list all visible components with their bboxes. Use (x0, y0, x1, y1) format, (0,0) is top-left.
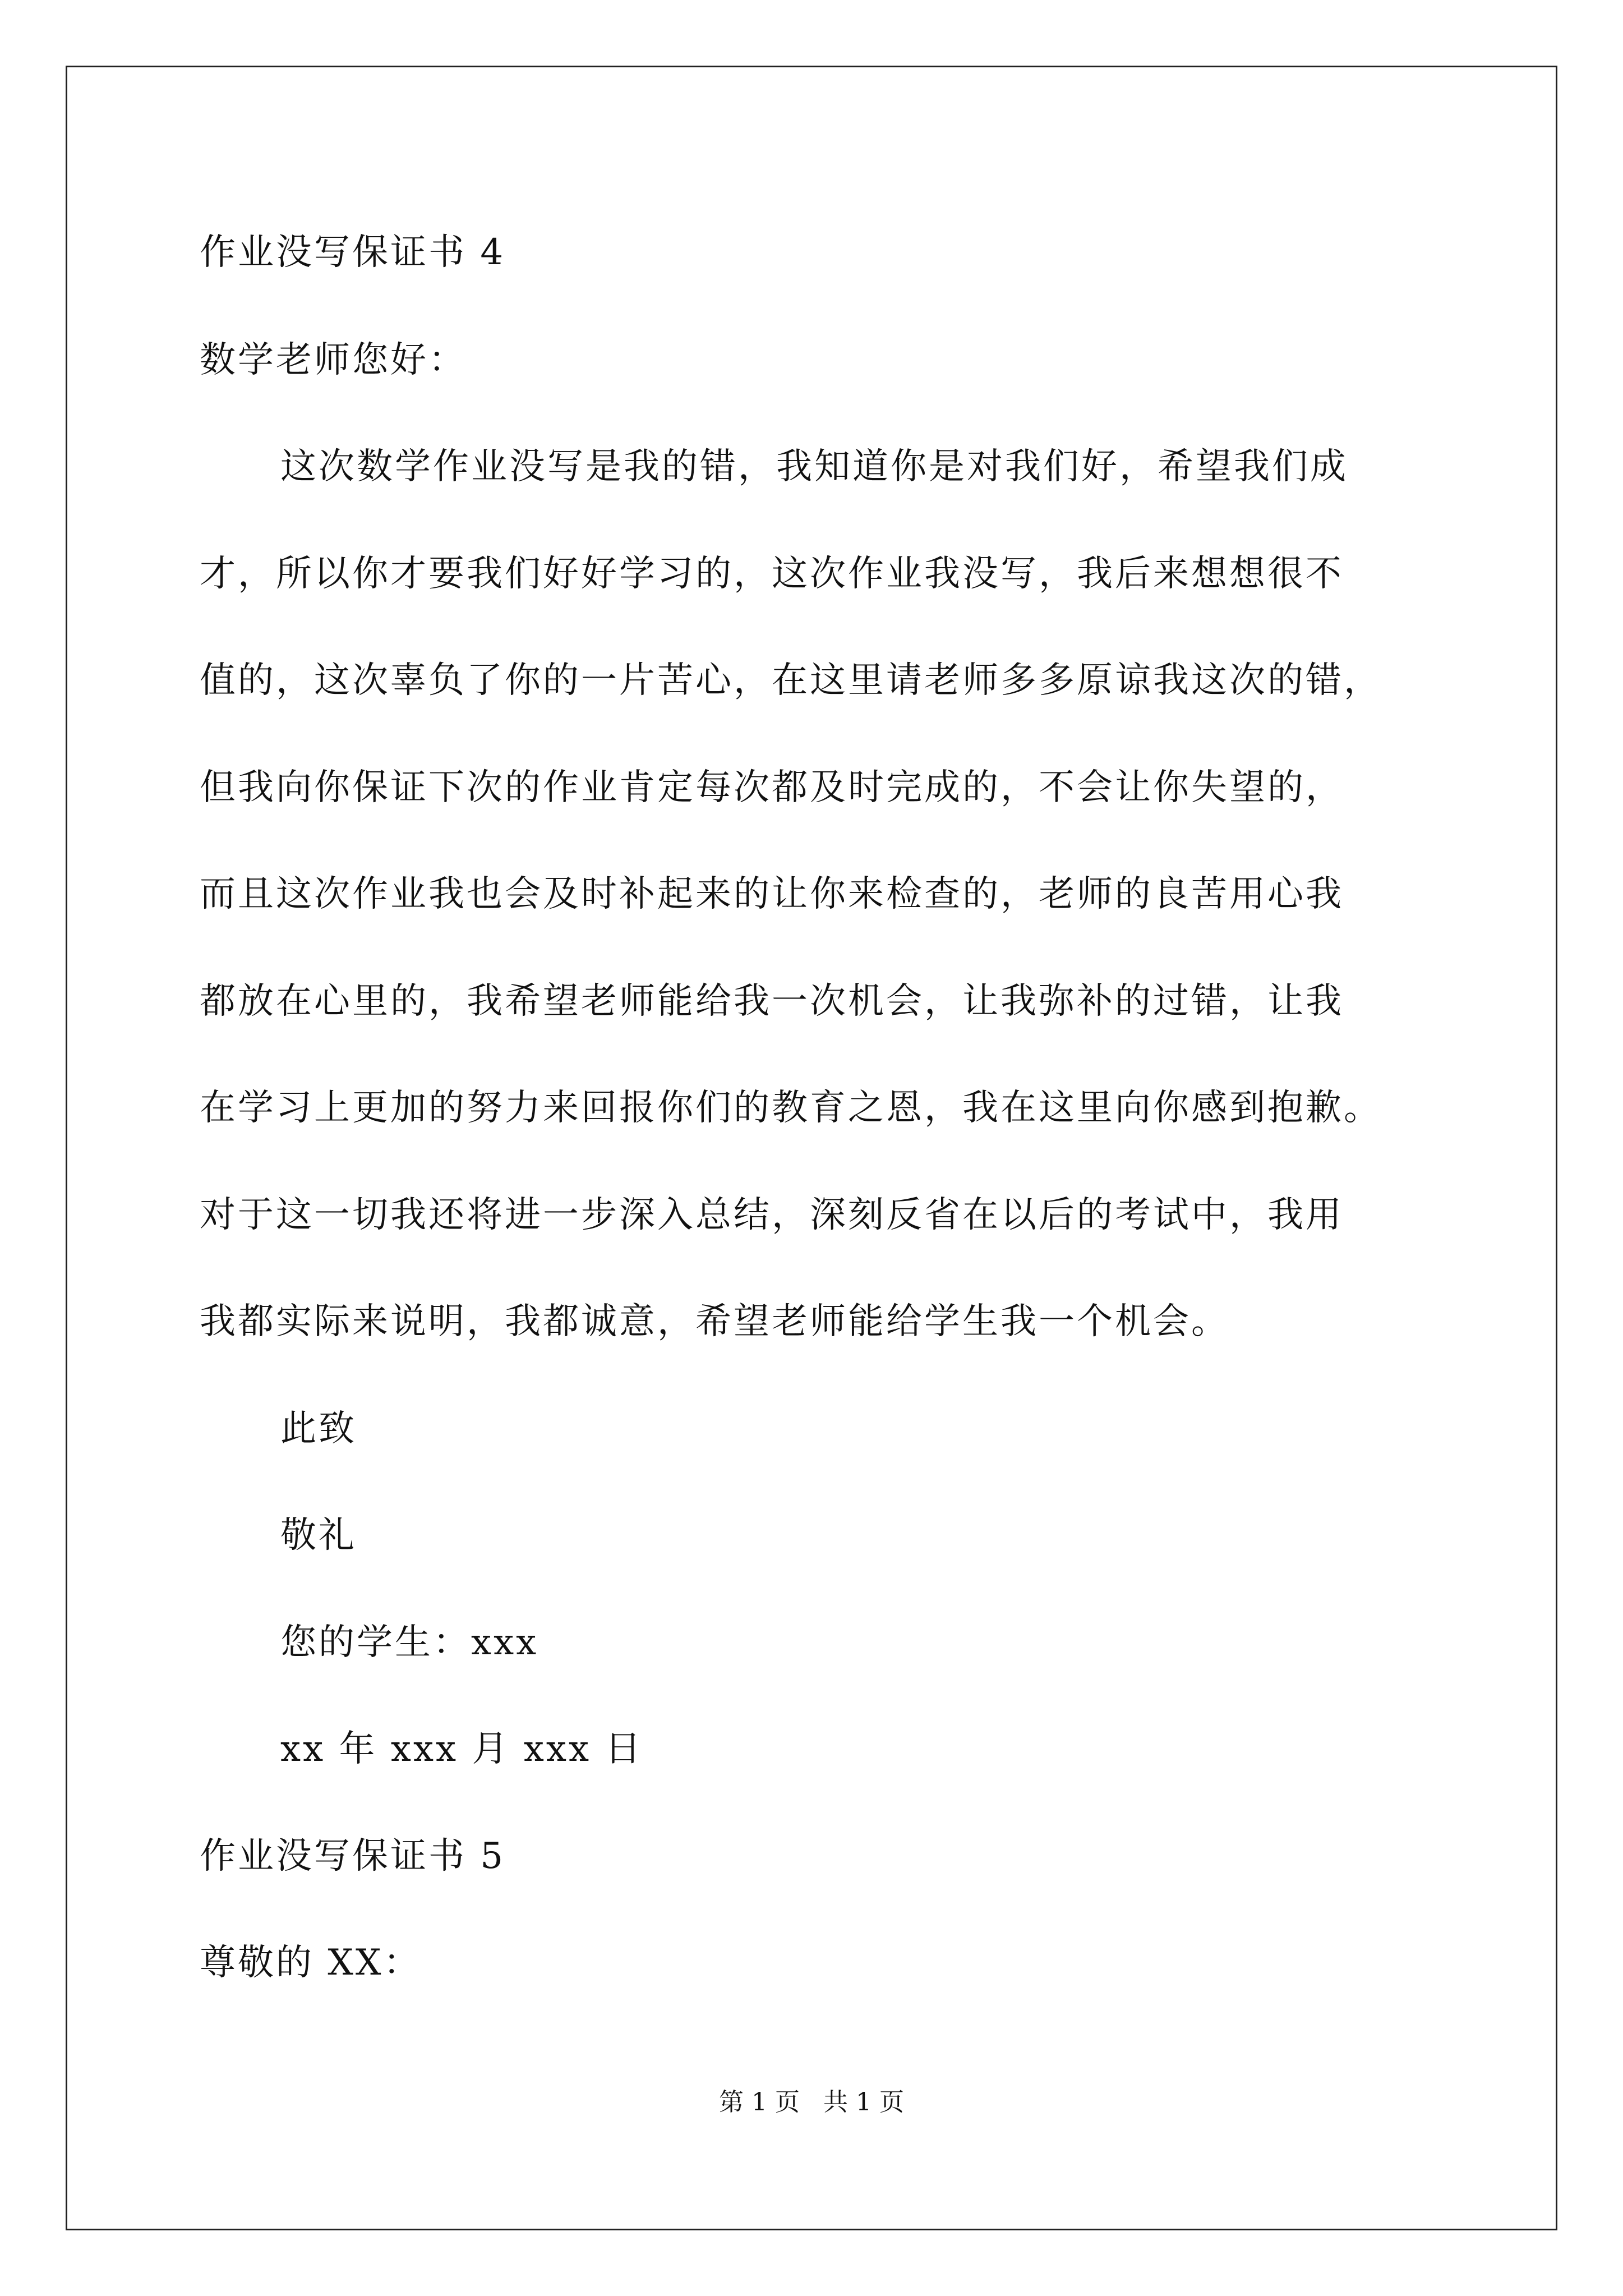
body-line-2: 才，所以你才要我们好好学习的，这次作业我没写，我后来想想很不 (200, 553, 1344, 595)
body-line-1: 这次数学作业没写是我的错，我知道你是对我们好，希望我们成 (280, 446, 1348, 487)
salutation-2: 尊敬的 XX： (200, 1942, 422, 1984)
salutation: 数学老师您好： (200, 339, 467, 381)
section-title-4: 作业没写保证书 4 (200, 232, 506, 273)
body-line-5: 而且这次作业我也会及时补起来的让你来检查的，老师的良苦用心我 (200, 873, 1344, 915)
body-line-4: 但我向你保证下次的作业肯定每次都及时完成的，不会让你失望的， (200, 767, 1344, 808)
body-line-9: 我都实际来说明，我都诚意，希望老师能给学生我一个机会。 (200, 1301, 1229, 1342)
section-title-5: 作业没写保证书 5 (200, 1835, 506, 1877)
closing-phrase: 此致 (280, 1408, 357, 1450)
page-border (66, 66, 1557, 2230)
body-line-7: 在学习上更加的努力来回报你们的教育之恩，我在这里向你感到抱歉。 (200, 1087, 1382, 1129)
signature: 您的学生：xxx (280, 1622, 539, 1663)
page-footer: 第 1 页 共 1 页 (719, 2088, 904, 2116)
body-line-3: 值的，这次辜负了你的一片苦心，在这里请老师多多原谅我这次的错， (200, 660, 1382, 701)
closing-salute: 敬礼 (280, 1515, 357, 1556)
body-line-8: 对于这一切我还将进一步深入总结，深刻反省在以后的考试中，我用 (200, 1194, 1344, 1236)
date-line: xx 年 xxx 月 xxx 日 (280, 1728, 643, 1770)
body-line-6: 都放在心里的，我希望老师能给我一次机会，让我弥补的过错，让我 (200, 981, 1344, 1022)
